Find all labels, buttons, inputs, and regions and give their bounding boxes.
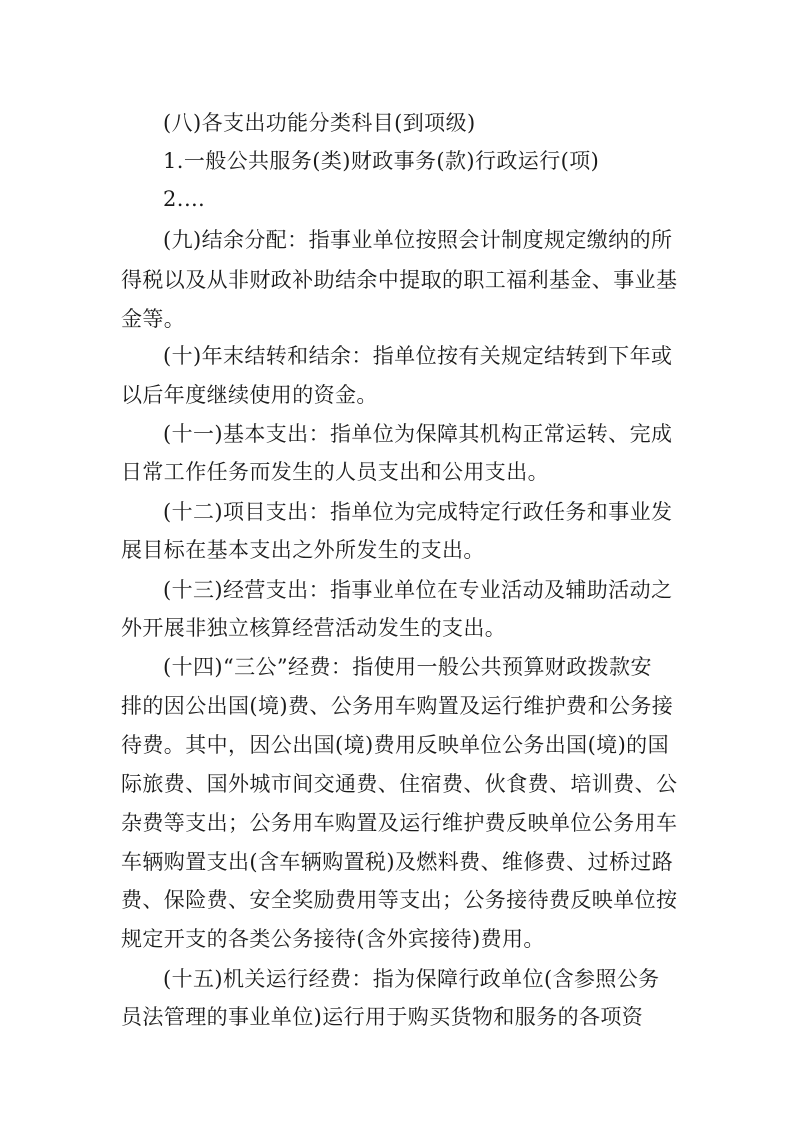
paragraph-9-line-3: 金等。 xyxy=(121,307,186,331)
paragraph-10-line-1: (十)年末结转和结余：指单位按有关规定结转到下年或 xyxy=(163,344,673,368)
paragraph-13-line-1: (十三)经营支出：指事业单位在专业活动及辅助活动之 xyxy=(163,578,673,602)
paragraph-12-line-2: 展目标在基本支出之外所发生的支出。 xyxy=(121,538,485,562)
paragraph-14-line-2: 排的因公出国(境)费、公务用车购置及运行维护费和公务接 xyxy=(121,694,674,718)
paragraph-9-line-1: (九)结余分配：指事业单位按照会计制度规定缴纳的所 xyxy=(163,228,673,252)
paragraph-15-line-2: 员法管理的事业单位)运行用于购买货物和服务的各项资 xyxy=(121,1005,644,1029)
list-item-2: 2.… xyxy=(163,187,206,211)
paragraph-14-line-1: (十四)“三公”经费：指使用一般公共预算财政拨款安 xyxy=(163,655,652,679)
paragraph-14-line-6: 车辆购置支出(含车辆购置税)及燃料费、维修费、过桥过路 xyxy=(121,850,674,874)
paragraph-13-line-2: 外开展非独立核算经营活动发生的支出。 xyxy=(121,616,507,640)
paragraph-12-line-1: (十二)项目支出：指单位为完成特定行政任务和事业发 xyxy=(163,500,673,524)
paragraph-14-line-5: 杂费等支出；公务用车购置及运行维护费反映单位公务用车 xyxy=(121,811,678,835)
list-item-1: 1.一般公共服务(类)财政事务(款)行政运行(项) xyxy=(163,149,600,173)
paragraph-11-line-1: (十一)基本支出：指单位为保障其机构正常运转、完成 xyxy=(163,422,673,446)
paragraph-15-line-1: (十五)机关运行经费：指为保障行政单位(含参照公务 xyxy=(163,967,660,991)
section-heading-8: (八)各支出功能分类科目(到项级) xyxy=(163,111,476,135)
paragraph-14-line-4: 际旅费、国外城市间交通费、住宿费、伙食费、培训费、公 xyxy=(121,772,678,796)
paragraph-9-line-2: 得税以及从非财政补助结余中提取的职工福利基金、事业基 xyxy=(121,268,678,292)
paragraph-14-line-3: 待费。其中，因公出国(境)费用反映单位公务出国(境)的国 xyxy=(121,733,669,757)
paragraph-11-line-2: 日常工作任务而发生的人员支出和公用支出。 xyxy=(121,460,549,484)
paragraph-14-line-8: 规定开支的各类公务接待(含外宾接待)费用。 xyxy=(121,927,545,951)
paragraph-10-line-2: 以后年度继续使用的资金。 xyxy=(121,383,378,407)
paragraph-14-line-7: 费、保险费、安全奖励费用等支出；公务接待费反映单位按 xyxy=(121,888,678,912)
